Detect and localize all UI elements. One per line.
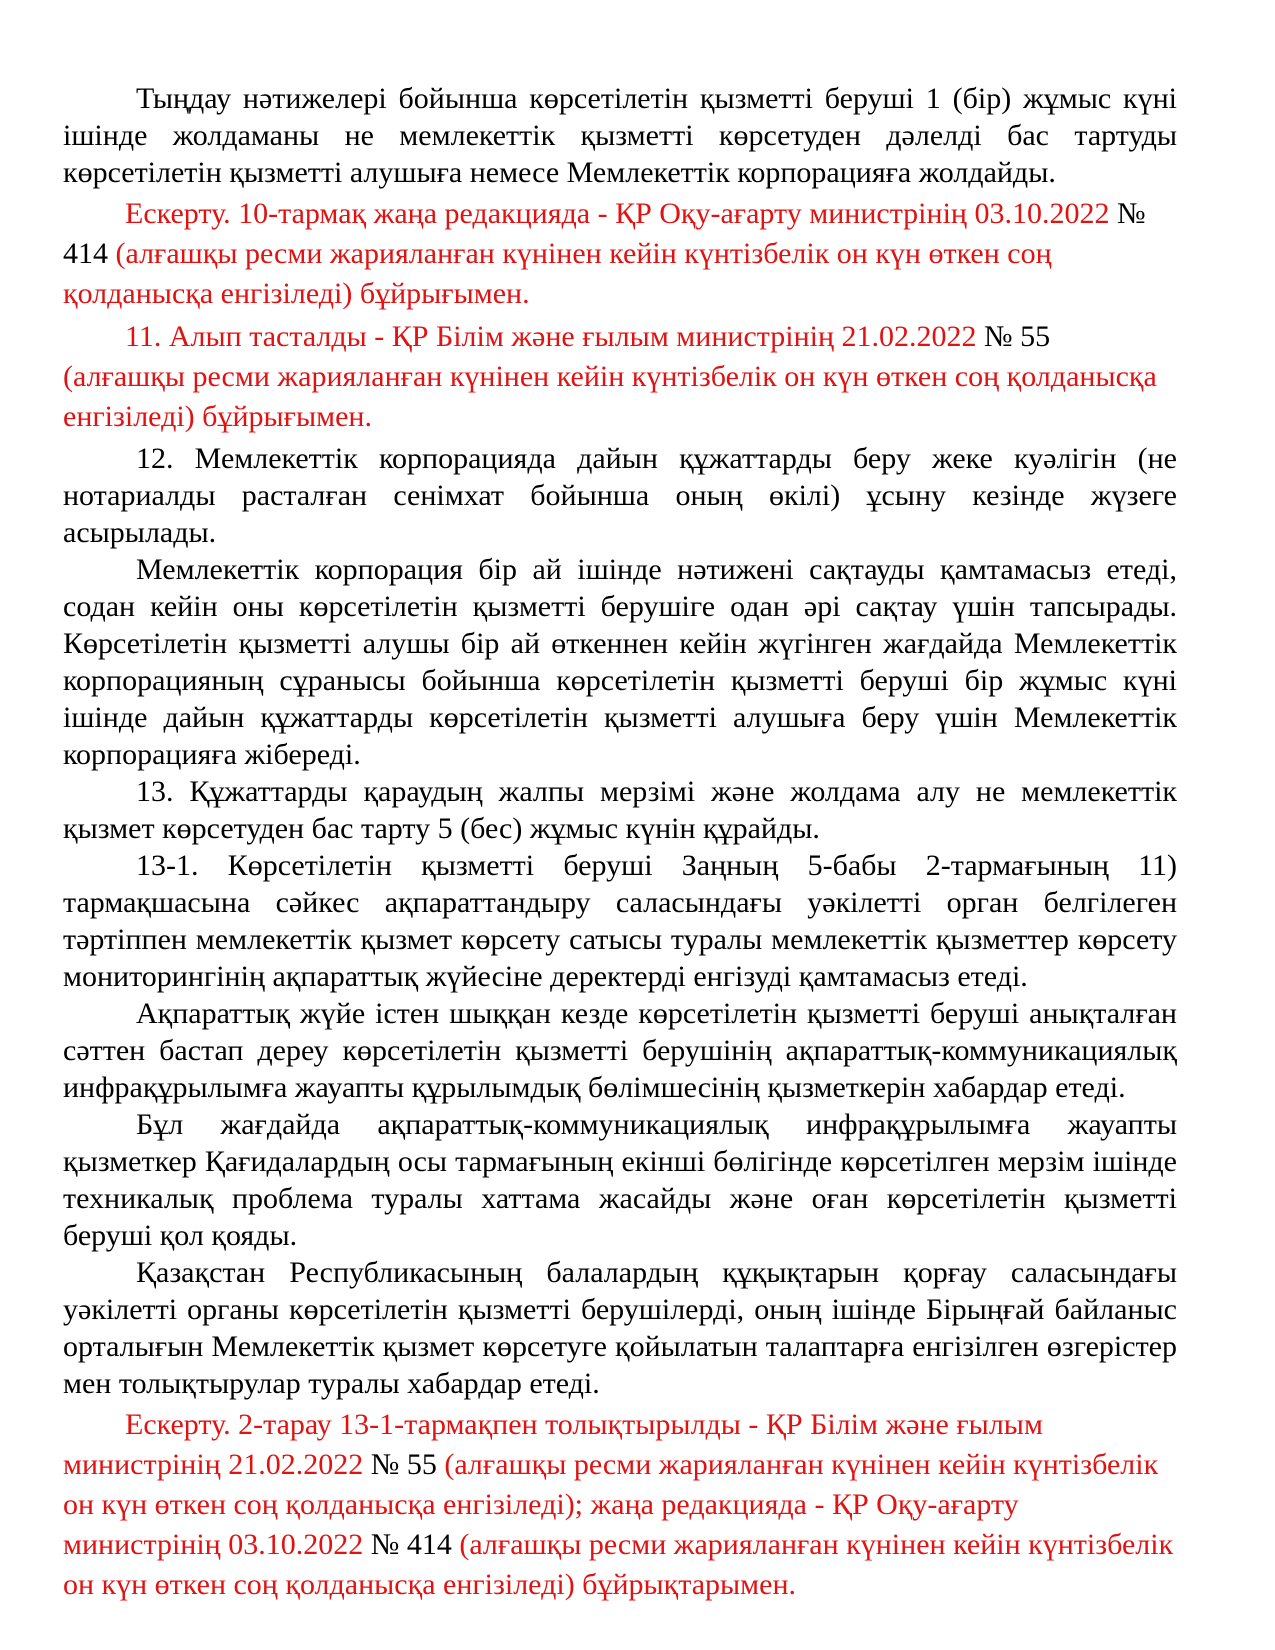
body-paragraph <box>63 1106 1185 1254</box>
text-segment: (алғашқы ресми жарияланған күнінен кейін күнтізбелік он күн өткен соң қолданысқа енгізіледі); жаңа редакцияда - ҚР Оқу-ағарту министрінің 03.10.2022 <box>63 1448 1166 1561</box>
text-segment: 13-1. Көрсетілетін қызметті беруші Заңның 5-бабы 2-тармағының 11) тармақшасына сәйкес ақпараттандыру саласындағы уәкілетті орган белгілеген тәртіппен мемлекеттік қызмет көрсету сатысы туралы мемлекеттік қызметтер көрсету мониторингінің ақпараттық жүйесіне деректерді енгізуді қамтамасыз етеді. <box>63 849 1185 993</box>
body-paragraph <box>63 440 1185 551</box>
body-paragraph <box>63 995 1185 1106</box>
body-paragraph <box>63 551 1185 773</box>
text-segment: Ескерту. 2-тарау 13-1-тармақпен толықтырылды - ҚР Білім және ғылым министрінің 21.02.2022 <box>63 1408 1051 1481</box>
body-paragraph <box>63 1254 1185 1402</box>
text-segment: (алғашқы ресми жарияланған күнінен кейін күнтізбелік он күн өткен соң қолданысқа енгізіледі) бұйрықтарымен. <box>63 1528 1181 1601</box>
text-segment: Ақпараттық жүйе істен шыққан кезде көрсетілетін қызметті беруші анықталған сәттен бастап дереу көрсетілетін қызметті берушінің ақпараттық-коммуникациялық инфрақұрылымға жауапты құрылымдық бөлімшесінің қызметкерін хабардар етеді. <box>63 997 1185 1104</box>
text-segment: Тыңдау нәтижелері бойынша көрсетілетін қызметті беруші 1 (бір) жұмыс күні ішінде жолдаманы не мемлекеттік қызметті көрсетуден дәлелді бас тартуды көрсетілетін қызметті алушыға немесе Мемлекеттік корпорацияға жолдайды. <box>63 82 1185 189</box>
amendment-note-paragraph <box>63 194 1177 314</box>
text-segment: № 55 <box>984 320 1051 353</box>
text-segment: (алғашқы ресми жарияланған күнінен кейін күнтізбелік он күн өткен соң қолданысқа енгізіледі) бұйрығымен. <box>63 237 1060 310</box>
document-body <box>63 80 1185 1605</box>
amendment-note-paragraph <box>63 317 1177 437</box>
text-segment: 11. Алып тасталды - ҚР Білім және ғылым министрінің 21.02.2022 <box>125 320 985 353</box>
text-segment: Қазақстан Республикасының балалардың құқықтарын қорғау саласындағы уәкілетті органы көрсетілетін қызметті берушілерді, оның ішінде Бірыңғай байланыс орталығын Мемлекеттік қызмет көрсетуге қойылатын талаптарға енгізілген өзгерістер мен толықтырулар туралы хабардар етеді. <box>63 1256 1185 1400</box>
text-segment: 13. Құжаттарды қараудың жалпы мерзімі және жолдама алу не мемлекеттік қызмет көрсетуден бас тарту 5 (бес) жұмыс күнін құрайды. <box>63 775 1185 845</box>
text-segment: Ескерту. 10-тармақ жаңа редакцияда - ҚР Оқу-ағарту министрінің 03.10.2022 <box>125 197 1117 230</box>
text-segment: 12. Мемлекеттік корпорацияда дайын құжаттарды беру жеке куәлігін (не нотариалды расталған сенімхат бойынша оның өкілі) ұсыну кезінде жүзеге асырылады. <box>63 442 1185 549</box>
text-segment: № 55 <box>370 1448 437 1481</box>
body-paragraph <box>63 80 1185 191</box>
text-segment: Мемлекеттік корпорация бір ай ішінде нәтижені сақтауды қамтамасыз етеді, содан кейін оны көрсетілетін қызметті берушіге одан әрі сақтау үшін тапсырады. Көрсетілетін қызметті алушы бір ай өткеннен кейін жүгінген жағдайда Мемлекеттік корпорацияның сұранысы бойынша көрсетілетін қызметті беруші бір жұмыс күні ішінде дайын құжаттарды көрсетілетін қызметті алушыға беру үшін Мемлекеттік корпорацияға жібереді. <box>63 553 1185 771</box>
body-paragraph <box>63 847 1185 995</box>
body-paragraph <box>63 773 1185 847</box>
text-segment: № 414 <box>63 197 1154 270</box>
amendment-note-paragraph <box>63 1405 1181 1605</box>
text-segment: № 414 <box>370 1528 452 1561</box>
text-segment: (алғашқы ресми жарияланған күнінен кейін күнтізбелік он күн өткен соң қолданысқа енгізіледі) бұйрығымен. <box>63 320 1165 433</box>
text-segment: Бұл жағдайда ақпараттық-коммуникациялық инфрақұрылымға жауапты қызметкер Қағидалардың осы тармағының екінші бөлігінде көрсетілген мерзім ішінде техникалық проблема туралы хаттама жасайды және оған көрсетілетін қызметті беруші қол қояды. <box>63 1108 1185 1252</box>
